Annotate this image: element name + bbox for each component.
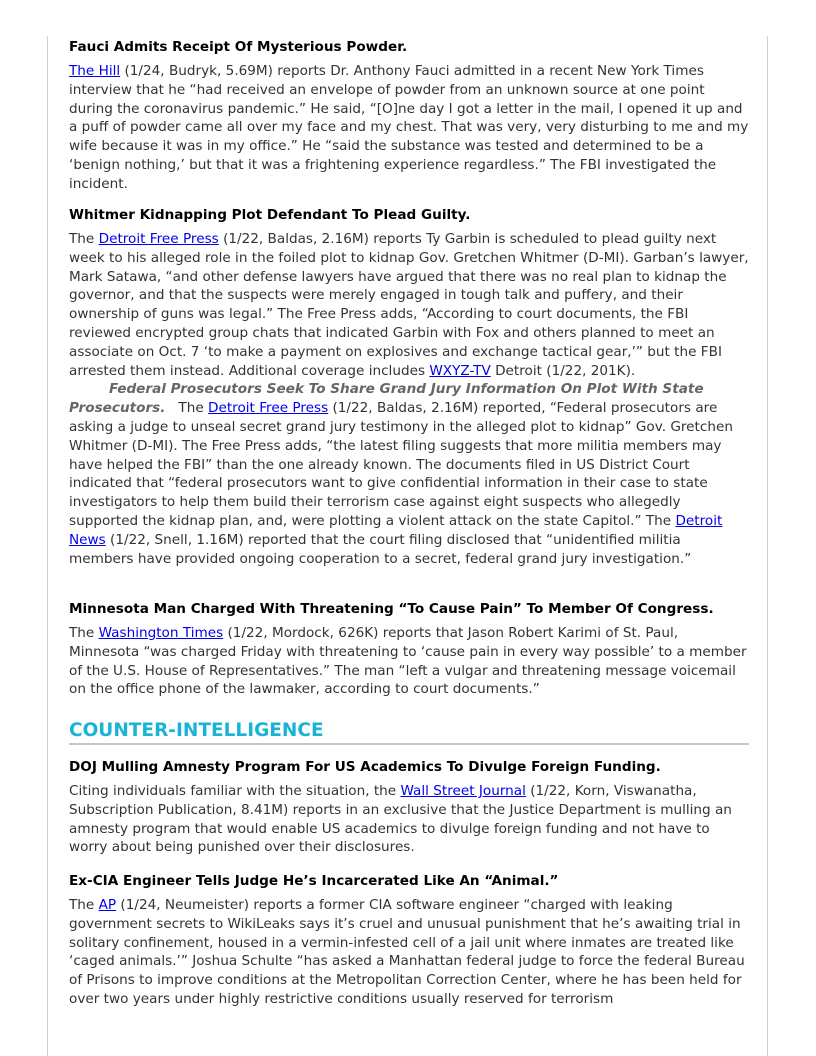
sub-body-text: (1/22, Baldas, 2.16M) reported, “Federal prosecutors are asking a judge to unseal secret grand jury testimony in the alleged plot to kidnap” Gov. Gretchen Whitmer (D-MI). The Free Press adds, “the latest filing suggests that more militia members may have helped the FBI” than the one already known. The documents filed in US District Court indicated that “federal prosecutors want to give confidential information in their case to state investigators to help them build their terrorism case against eight suspects who allegedly supported the kidnap plan, and, were plotting a violent attack on the state Capitol.” The — [69, 400, 733, 529]
body-whitmer — [69, 230, 749, 380]
link-detroit-free-press-2[interactable]: Detroit Free Press — [208, 400, 329, 417]
article-whitmer — [69, 206, 749, 568]
article-fauci — [69, 38, 749, 194]
headline-cia: Ex-CIA Engineer Tells Judge He’s Incarcerated Like An “Animal.” — [69, 873, 559, 889]
sub-headline-prosecutors: Federal Prosecutors Seek To Share Grand Jury Information On Plot With State Prosecutors. — [69, 381, 704, 417]
body-whitmer-sub — [69, 380, 749, 568]
body-doj-lead: Citing individuals familiar with the situation, the — [69, 783, 401, 799]
sub-lead: The — [178, 400, 209, 417]
body-cia — [69, 896, 749, 1009]
body-fauci-text: (1/24, Budryk, 5.69M) reports Dr. Anthony Fauci admitted in a recent New York Times interview that he “had received an envelope of powder from an unknown source at one point during the coronavirus pandemic.” He said, “[O]ne day I got a letter in the mail, I opened it up and a puff of powder came all over my face and my chest. That was very, very disturbing to me and my wife because it was in my office.” He “said the substance was tested and determined to be a ‘benign nothing,’ but that it was a frightening experience regardless.” The FBI investigated the incident. — [69, 63, 749, 192]
sub-body-tail: (1/22, Snell, 1.16M) reported that the court filing disclosed that “unidentified militia members have provided ongoing cooperation to a secret, federal grand jury investigation.” — [69, 531, 692, 567]
link-washington-times[interactable]: Washington Times — [98, 625, 224, 641]
body-whitmer-text: (1/22, Baldas, 2.16M) reports Ty Garbin is scheduled to plead guilty next week to his alleged role in the foiled plot to kidnap Gov. Gretchen Whitmer (D-MI). Garban’s lawyer, Mark Satawa, “and other defense lawyers have argued that there was no real plan to kidnap the governor, and that the suspects were merely engaged in tough talk and puffery, and their ownership of guns was legal.” The Free Press adds, “According to court documents, the FBI reviewed encrypted group chats that indicated Garbin with Fox and others planned to meet an associate on Oct. 7 ‘to make a payment on explosives and exchange tactical gear,’” but the FBI arrested them instead. Additional coverage includes — [69, 231, 749, 379]
body-doj — [69, 782, 749, 857]
headline-fauci: Fauci Admits Receipt Of Mysterious Powder. — [69, 39, 408, 55]
link-detroit-free-press[interactable]: Detroit Free Press — [98, 231, 219, 247]
headline-doj: DOJ Mulling Amnesty Program For US Academics To Divulge Foreign Funding. — [69, 759, 661, 775]
link-wall-street-journal[interactable]: Wall Street Journal — [400, 783, 526, 799]
body-minnesota — [69, 624, 749, 699]
body-whitmer-tail: Detroit (1/22, 201K). — [490, 362, 636, 379]
link-detroit-news[interactable]: Detroit News — [69, 512, 723, 548]
section-counter-intelligence — [69, 720, 749, 745]
link-ap[interactable]: AP — [98, 897, 117, 913]
headline-whitmer: Whitmer Kidnapping Plot Defendant To Plead Guilty. — [69, 207, 471, 223]
article-minnesota — [69, 600, 749, 699]
article-cia — [69, 872, 749, 1009]
body-whitmer-lead: The — [69, 231, 99, 247]
link-the-hill[interactable]: The Hill — [69, 63, 121, 79]
body-cia-lead: The — [69, 897, 99, 913]
link-wxyz-tv[interactable]: WXYZ-TV — [429, 362, 491, 379]
body-minnesota-text: (1/22, Mordock, 626K) reports that Jason Robert Karimi of St. Paul, Minnesota “was charged Friday with threatening to ‘cause pain in every way possible’ to a member of the U.S. House of Representatives.” The man “left a vulgar and threatening message voicemail on the office phone of the lawmaker, according to court documents.” — [69, 625, 747, 698]
page — [47, 36, 768, 1056]
body-doj-text: (1/22, Korn, Viswanatha, Subscription Publication, 8.41M) reports in an exclusive that the Justice Department is mulling an amnesty program that would enable US academics to divulge foreign funding and not have to worry about being punished over their disclosures. — [69, 783, 732, 856]
body-cia-text: (1/24, Neumeister) reports a former CIA software engineer “charged with leaking government secrets to WikiLeaks says it’s cruel and unusual punishment that he’s awaiting trial in solitary confinement, housed in a vermin-infested cell of a jail unit where inmates are treated like ‘caged animals.’” Joshua Schulte “has asked a Manhattan federal judge to force the federal Bureau of Prisons to improve conditions at the Metropolitan Correction Center, where he has been held for over two years under highly restrictive conditions usually reserved for terrorism — [69, 897, 745, 1007]
headline-minnesota: Minnesota Man Charged With Threatening “To Cause Pain” To Member Of Congress. — [69, 601, 714, 617]
body-minnesota-lead: The — [69, 625, 99, 641]
article-doj — [69, 758, 749, 857]
section-title: COUNTER-INTELLIGENCE — [69, 720, 749, 745]
body-fauci — [69, 62, 749, 194]
